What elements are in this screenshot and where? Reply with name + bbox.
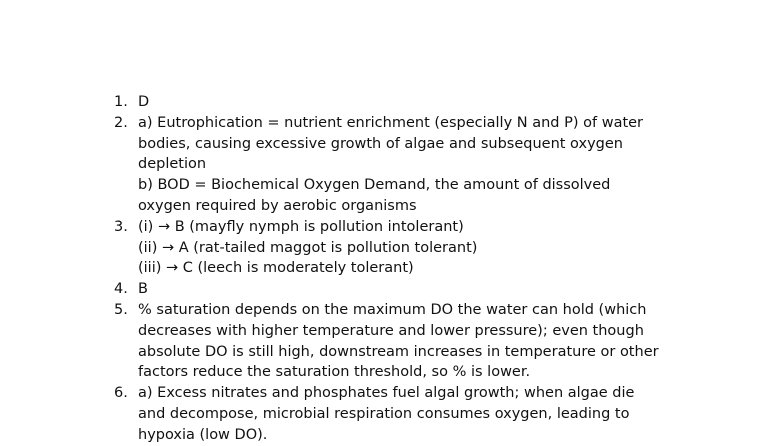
answer-item-6 (114, 383, 714, 445)
answer-item-1 (114, 92, 714, 113)
answer-text: and decompose, microbial respiration consumes oxygen, leading to (138, 405, 630, 422)
answer-number: 2. (114, 114, 128, 131)
answer-text: a) Excess nitrates and phosphates fuel algal growth; when algae die (138, 385, 635, 402)
answer-text: (i) → B (mayfly nymph is pollution intolerant) (138, 218, 464, 235)
answer-item-2 (114, 113, 714, 217)
answer-text: bodies, causing excessive growth of algae and subsequent oxygen (138, 135, 623, 152)
answer-number: 5. (114, 301, 128, 318)
answer-number: 4. (114, 281, 128, 298)
answer-text: D (138, 94, 150, 110)
answer-number: 6. (114, 385, 128, 402)
answer-text: a) Eutrophication = nutrient enrichment (especially N and P) of water (138, 114, 644, 131)
answer-text: (iii) → C (leech is moderately tolerant) (138, 260, 414, 277)
answer-text: hypoxia (low DO). (138, 426, 268, 443)
answer-text: % saturation depends on the maximum DO the water can hold (which (138, 301, 647, 318)
answer-text: (ii) → A (rat-tailed maggot is pollution tolerant) (138, 239, 478, 256)
answer-text: factors reduce the saturation threshold, so % is lower. (138, 364, 531, 381)
answer-text: b) BOD = Biochemical Oxygen Demand, the amount of dissolved (138, 177, 611, 194)
answer-text: absolute DO is still high, downstream increases in temperature or other (138, 343, 659, 360)
answer-item-5 (114, 300, 714, 383)
answer-list (114, 92, 714, 446)
answer-text: depletion (138, 156, 207, 173)
answer-text: B (138, 281, 148, 298)
answer-item-4 (114, 279, 714, 300)
answer-item-3 (114, 217, 714, 279)
answer-text: decreases with higher temperature and lower pressure); even though (138, 322, 644, 339)
answer-text: oxygen required by aerobic organisms (138, 197, 417, 214)
answer-number: 1. (114, 94, 128, 110)
answer-number: 3. (114, 218, 128, 235)
